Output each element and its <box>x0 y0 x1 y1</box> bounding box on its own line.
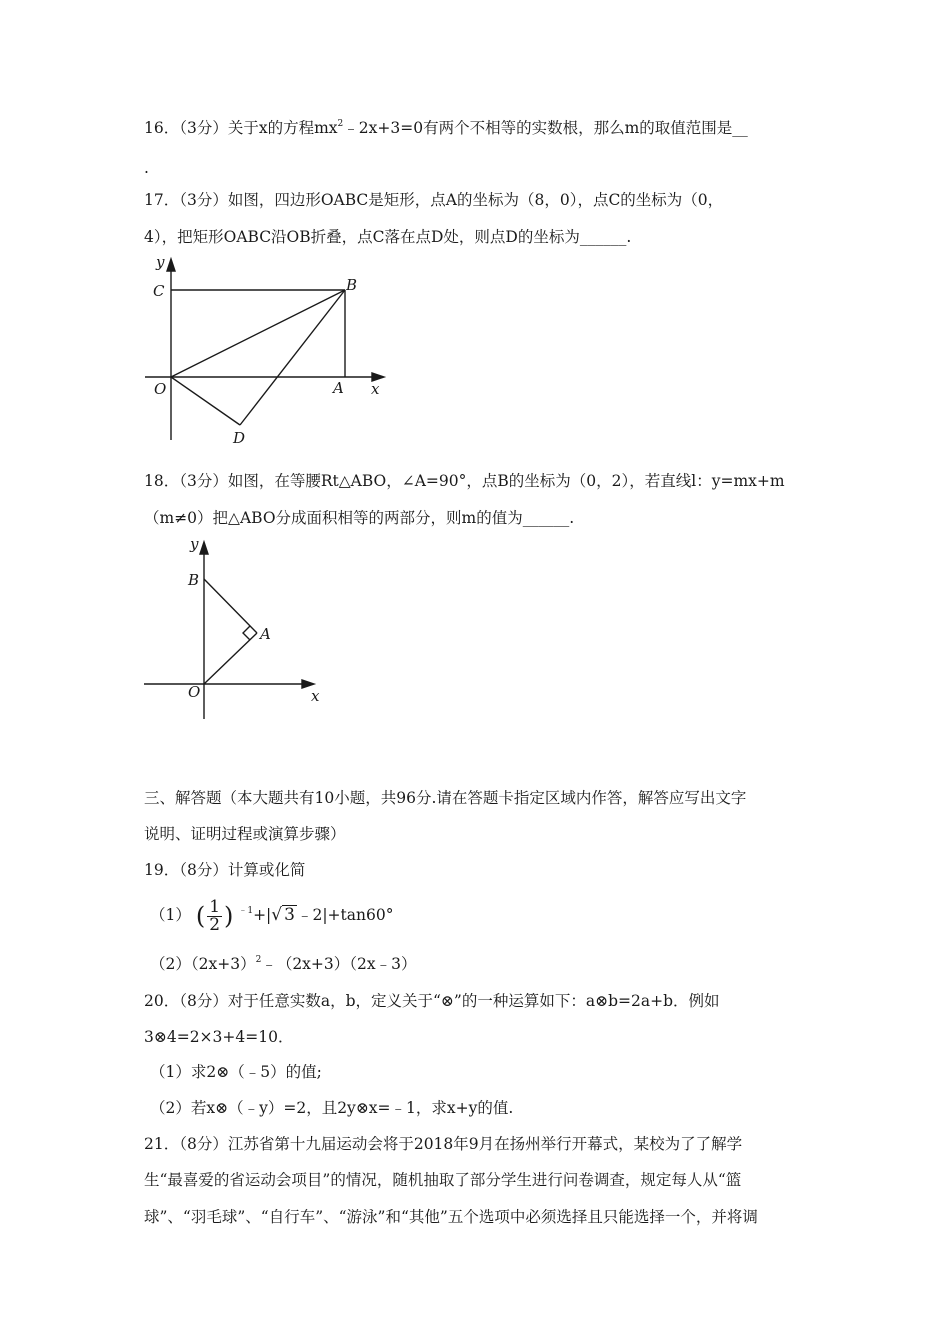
section3-line1: 三、解答题（本大题共有10小题，共96分.请在答题卡指定区域内作答，解答应写出文字 <box>144 789 747 807</box>
q20-line2: 3⊗4=2×3+4=10． <box>144 1028 294 1046</box>
q19-title: 19．（8分）计算或化简 <box>144 861 306 879</box>
label-C: C <box>153 282 165 300</box>
segment-AO <box>204 633 257 684</box>
label-B: B <box>188 571 200 589</box>
label-D: D <box>233 429 246 447</box>
q18-line1: 18．（3分）如图，在等腰Rt△ABO，∠A=90°，点B的坐标为（0，2），若直线l：y=mx+m <box>144 472 785 490</box>
label-A: A <box>333 379 344 397</box>
right-angle-mark <box>243 626 250 640</box>
q16-line1: 16．（3分）关于x的方程$mx^2﹣2x+3=0$有两个不相等的实数根，那么m的取值范围是__ <box>144 119 748 137</box>
label-x: x <box>311 687 320 705</box>
q17-line1: 17．（3分）如图，四边形OABC是矩形，点A的坐标为（8，0），点C的坐标为（0， <box>144 191 724 209</box>
label-A: A <box>260 625 271 643</box>
segment-OD <box>171 377 240 425</box>
q20-line1: 20．（8分）对于任意实数a，b，定义关于“⊗”的一种运算如下：a⊗b=2a+b．例如 <box>144 992 720 1010</box>
q17-figure <box>140 255 400 450</box>
label-y: y <box>190 535 199 553</box>
q21-line3: 球”、“羽毛球”、“自行车”、“游泳”和“其他”五个选项中必须选择且只能选择一个，并将调 <box>144 1208 758 1226</box>
label-B: B <box>346 276 358 294</box>
y-axis-arrow <box>167 259 175 271</box>
label-y: y <box>156 255 165 271</box>
q19-part1: （1） ( $\frac{1}{2}$ ) $^{﹣1}$+|√ 3 ﹣2|+tan60° <box>150 896 394 935</box>
q20-part2: （2）若x⊗（﹣y）=2，且2y⊗x=﹣1，求x+y的值. <box>150 1099 514 1117</box>
q18-figure <box>140 533 340 723</box>
radical: 3 <box>284 905 295 925</box>
segment-OB <box>171 290 345 377</box>
section3-line2: 说明、证明过程或演算步骤） <box>144 825 346 843</box>
label-O: O <box>154 380 167 398</box>
q16-line2: . <box>144 159 149 177</box>
q19-part2: $(2)(2x+3)^2﹣(2x+3)(2x﹣3)$ <box>150 955 417 973</box>
label-x: x <box>371 380 380 398</box>
q21-line1: 21．（8分）江苏省第十九届运动会将于2018年9月在扬州举行开幕式，某校为了了解学 <box>144 1135 743 1153</box>
q17-line2: 4），把矩形OABC沿OB折叠，点C落在点D处，则点D的坐标为______. <box>144 228 632 246</box>
segment-BA <box>204 579 257 633</box>
q18-line2: （m≠0）把△ABO分成面积相等的两部分，则m的值为______. <box>144 509 575 527</box>
y-axis-arrow <box>200 542 208 554</box>
q20-part1: （1）求2⊗（﹣5）的值; <box>150 1063 322 1081</box>
label-O: O <box>188 683 201 701</box>
fraction: $\frac{1}{2}$ <box>209 896 221 935</box>
q21-line2: 生“最喜爱的省运动会项目”的情况，随机抽取了部分学生进行问卷调查，规定每人从“篮 <box>144 1171 742 1189</box>
segment-DB <box>240 290 345 425</box>
exponent: 2 <box>337 119 344 129</box>
